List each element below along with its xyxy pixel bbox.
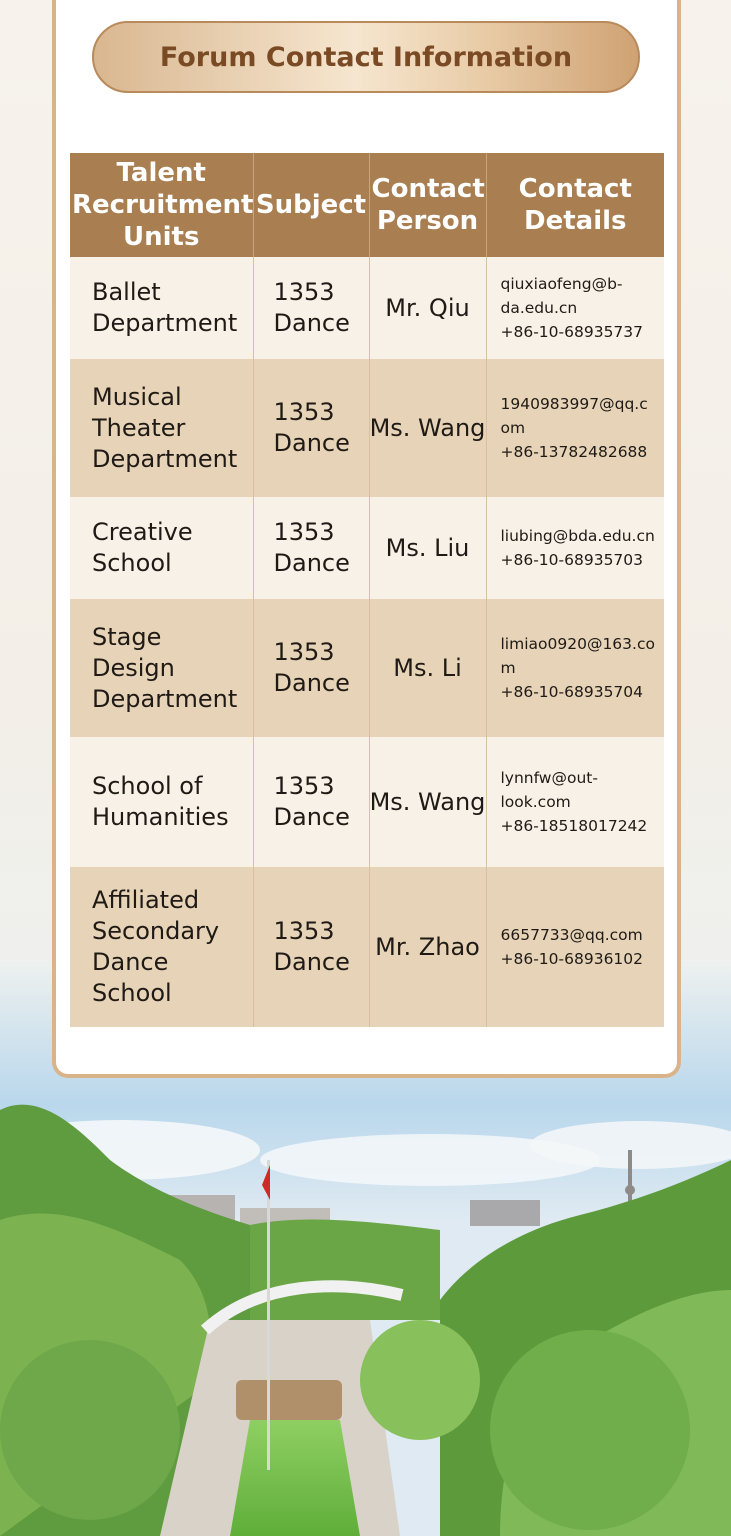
contact-email[interactable]: lynnfw@out- [500, 769, 598, 787]
person-cell: Mr. Qiu [369, 257, 486, 359]
contact-email[interactable]: limiao0920@163.com [500, 635, 655, 677]
contact-cell [486, 737, 664, 867]
contact-phone[interactable]: +86-10-68935704 [500, 683, 644, 701]
unit-line: School [92, 979, 172, 1007]
header-units-line: Units [123, 222, 200, 252]
unit-line: Design [92, 653, 175, 682]
subject-line: 1353 [273, 917, 335, 945]
unit-cell [70, 359, 253, 497]
subject-line: 1353 [273, 518, 335, 546]
unit-cell [70, 497, 253, 599]
contact-email[interactable]: liubing@bda.edu.cn [500, 527, 655, 545]
person-cell: Ms. Wang [369, 737, 486, 867]
header-person-line: Contact [371, 174, 485, 204]
person-cell: Ms. Li [369, 599, 486, 737]
contact-table [70, 153, 664, 1027]
unit-line: Secondary [92, 917, 220, 945]
subject-cell [253, 497, 369, 599]
contact-cell [486, 257, 664, 359]
subject-line: Dance [273, 549, 350, 577]
header-subject-line: Subject [255, 190, 367, 220]
table-row [70, 599, 664, 737]
contact-email[interactable]: om [500, 419, 526, 437]
header-person-line: Person [376, 206, 479, 236]
unit-line: Theater [92, 413, 186, 442]
table-row [70, 359, 664, 497]
contact-phone[interactable]: +86-10-68935703 [500, 551, 644, 569]
header-units [70, 153, 253, 257]
subject-line: 1353 [273, 772, 335, 800]
contact-phone[interactable]: +86-18518017242 [500, 817, 648, 835]
header-subject [253, 153, 369, 257]
unit-line: Department [92, 444, 238, 473]
unit-cell [70, 599, 253, 737]
unit-line: Humanities [92, 803, 229, 831]
contact-email[interactable]: da.edu.cn [500, 299, 578, 317]
unit-cell [70, 257, 253, 359]
unit-line: Stage [92, 622, 162, 651]
subject-cell [253, 359, 369, 497]
table-row [70, 497, 664, 599]
subject-cell [253, 867, 369, 1027]
header-details [486, 153, 664, 257]
subject-line: Dance [273, 309, 350, 337]
unit-line: Department [92, 684, 238, 713]
header-units-line: Talent [116, 158, 206, 188]
subject-line: Dance [273, 429, 350, 457]
unit-line: Creative [92, 518, 193, 546]
table-header-row [70, 153, 664, 257]
table-row [70, 867, 664, 1027]
contact-email[interactable]: qiuxiaofeng@b- [500, 275, 623, 293]
unit-cell [70, 737, 253, 867]
header-person [369, 153, 486, 257]
table-row [70, 257, 664, 359]
subject-line: Dance [273, 803, 350, 831]
person-cell: Ms. Liu [369, 497, 486, 599]
table-row [70, 737, 664, 867]
person-cell: Ms. Wang [369, 359, 486, 497]
header-details-line: Details [524, 206, 627, 236]
unit-line: Musical [92, 382, 182, 411]
subject-line: 1353 [273, 638, 335, 666]
unit-line: School of [92, 772, 203, 800]
contact-cell [486, 497, 664, 599]
contact-email[interactable]: look.com [500, 793, 571, 811]
unit-line: Department [92, 309, 238, 337]
header-details-line: Contact [518, 174, 632, 204]
unit-line: Affiliated [92, 886, 200, 914]
subject-cell [253, 257, 369, 359]
contact-phone[interactable]: +86-10-68935737 [500, 323, 644, 341]
subject-line: 1353 [273, 278, 335, 306]
subject-cell [253, 599, 369, 737]
contact-cell [486, 867, 664, 1027]
subject-line: Dance [273, 948, 350, 976]
unit-line: Dance [92, 948, 169, 976]
subject-line: 1353 [273, 398, 335, 426]
contact-card [52, 0, 681, 1078]
contact-phone[interactable]: +86-10-68936102 [500, 950, 644, 968]
contact-cell [486, 599, 664, 737]
unit-line: Ballet [92, 278, 161, 306]
header-units-line: Recruitment [72, 190, 254, 220]
unit-cell [70, 867, 253, 1027]
subject-line: Dance [273, 669, 350, 697]
contact-cell [486, 359, 664, 497]
subject-cell [253, 737, 369, 867]
unit-line: School [92, 549, 172, 577]
contact-email[interactable]: 6657733@qq.com [500, 926, 643, 944]
person-cell: Mr. Zhao [369, 867, 486, 1027]
page-title: Forum Contact Information [92, 21, 640, 93]
contact-email[interactable]: 1940983997@qq.c [500, 395, 648, 413]
contact-phone[interactable]: +86-13782482688 [500, 443, 648, 461]
